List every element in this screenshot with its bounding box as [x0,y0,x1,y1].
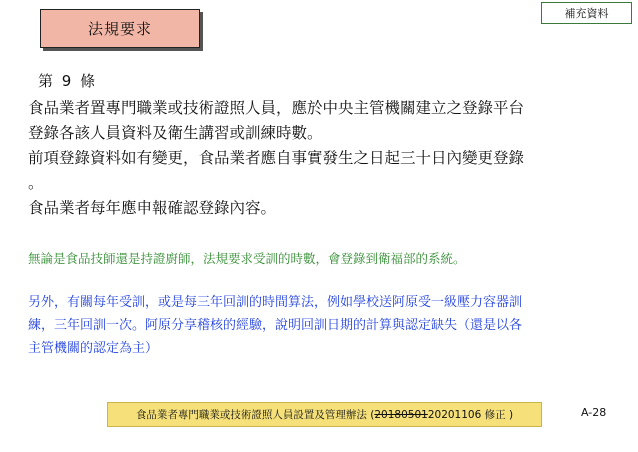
slide-title-box [40,9,200,48]
regulation-reference [107,402,542,427]
article-line: 食品業者每年應申報確認登錄內容。 [28,199,277,217]
blue-note-line: 主管機關的認定為主） [28,341,159,356]
article-line: 前項登錄資料如有變更，食品業者應自事實發生之日起三十日內變更登錄 [28,149,525,167]
article-title: 第 9 條 [38,72,98,90]
supplement-tag [541,2,632,24]
blue-note-line: 練，三年回訓一次。阿原分享稽核的經驗，說明回訓日期的計算與認定缺失（還是以各 [28,318,523,333]
blue-note-line: 另外，有關每年受訓，或是每三年回訓的時間算法，例如學校送阿原受一級壓力容器訓 [28,295,523,310]
blue-note [28,291,628,360]
article-line: 。 [28,174,44,192]
green-note: 無論是食品技師還是持證廚師，法規要求受訓的時數，會登錄到衛福部的系統。 [28,251,466,266]
revision-date: 20201106 修正 ) [427,409,514,421]
article-line: 食品業者置專門職業或技術證照人員，應於中央主管機關建立之登錄平台 [28,99,525,117]
slide-title: 法規要求 [87,20,152,38]
regulation-name: 食品業者專門職業或技術證照人員設置及管理辦法 ( [135,409,375,421]
page-number: A-28 [581,406,607,419]
supplement-tag-label: 補充資料 [564,7,609,20]
article-line: 登錄各該人員資料及衛生講習或訓練時數。 [28,124,323,142]
superseded-date: 20180501 [374,408,428,421]
article-body [28,96,628,221]
